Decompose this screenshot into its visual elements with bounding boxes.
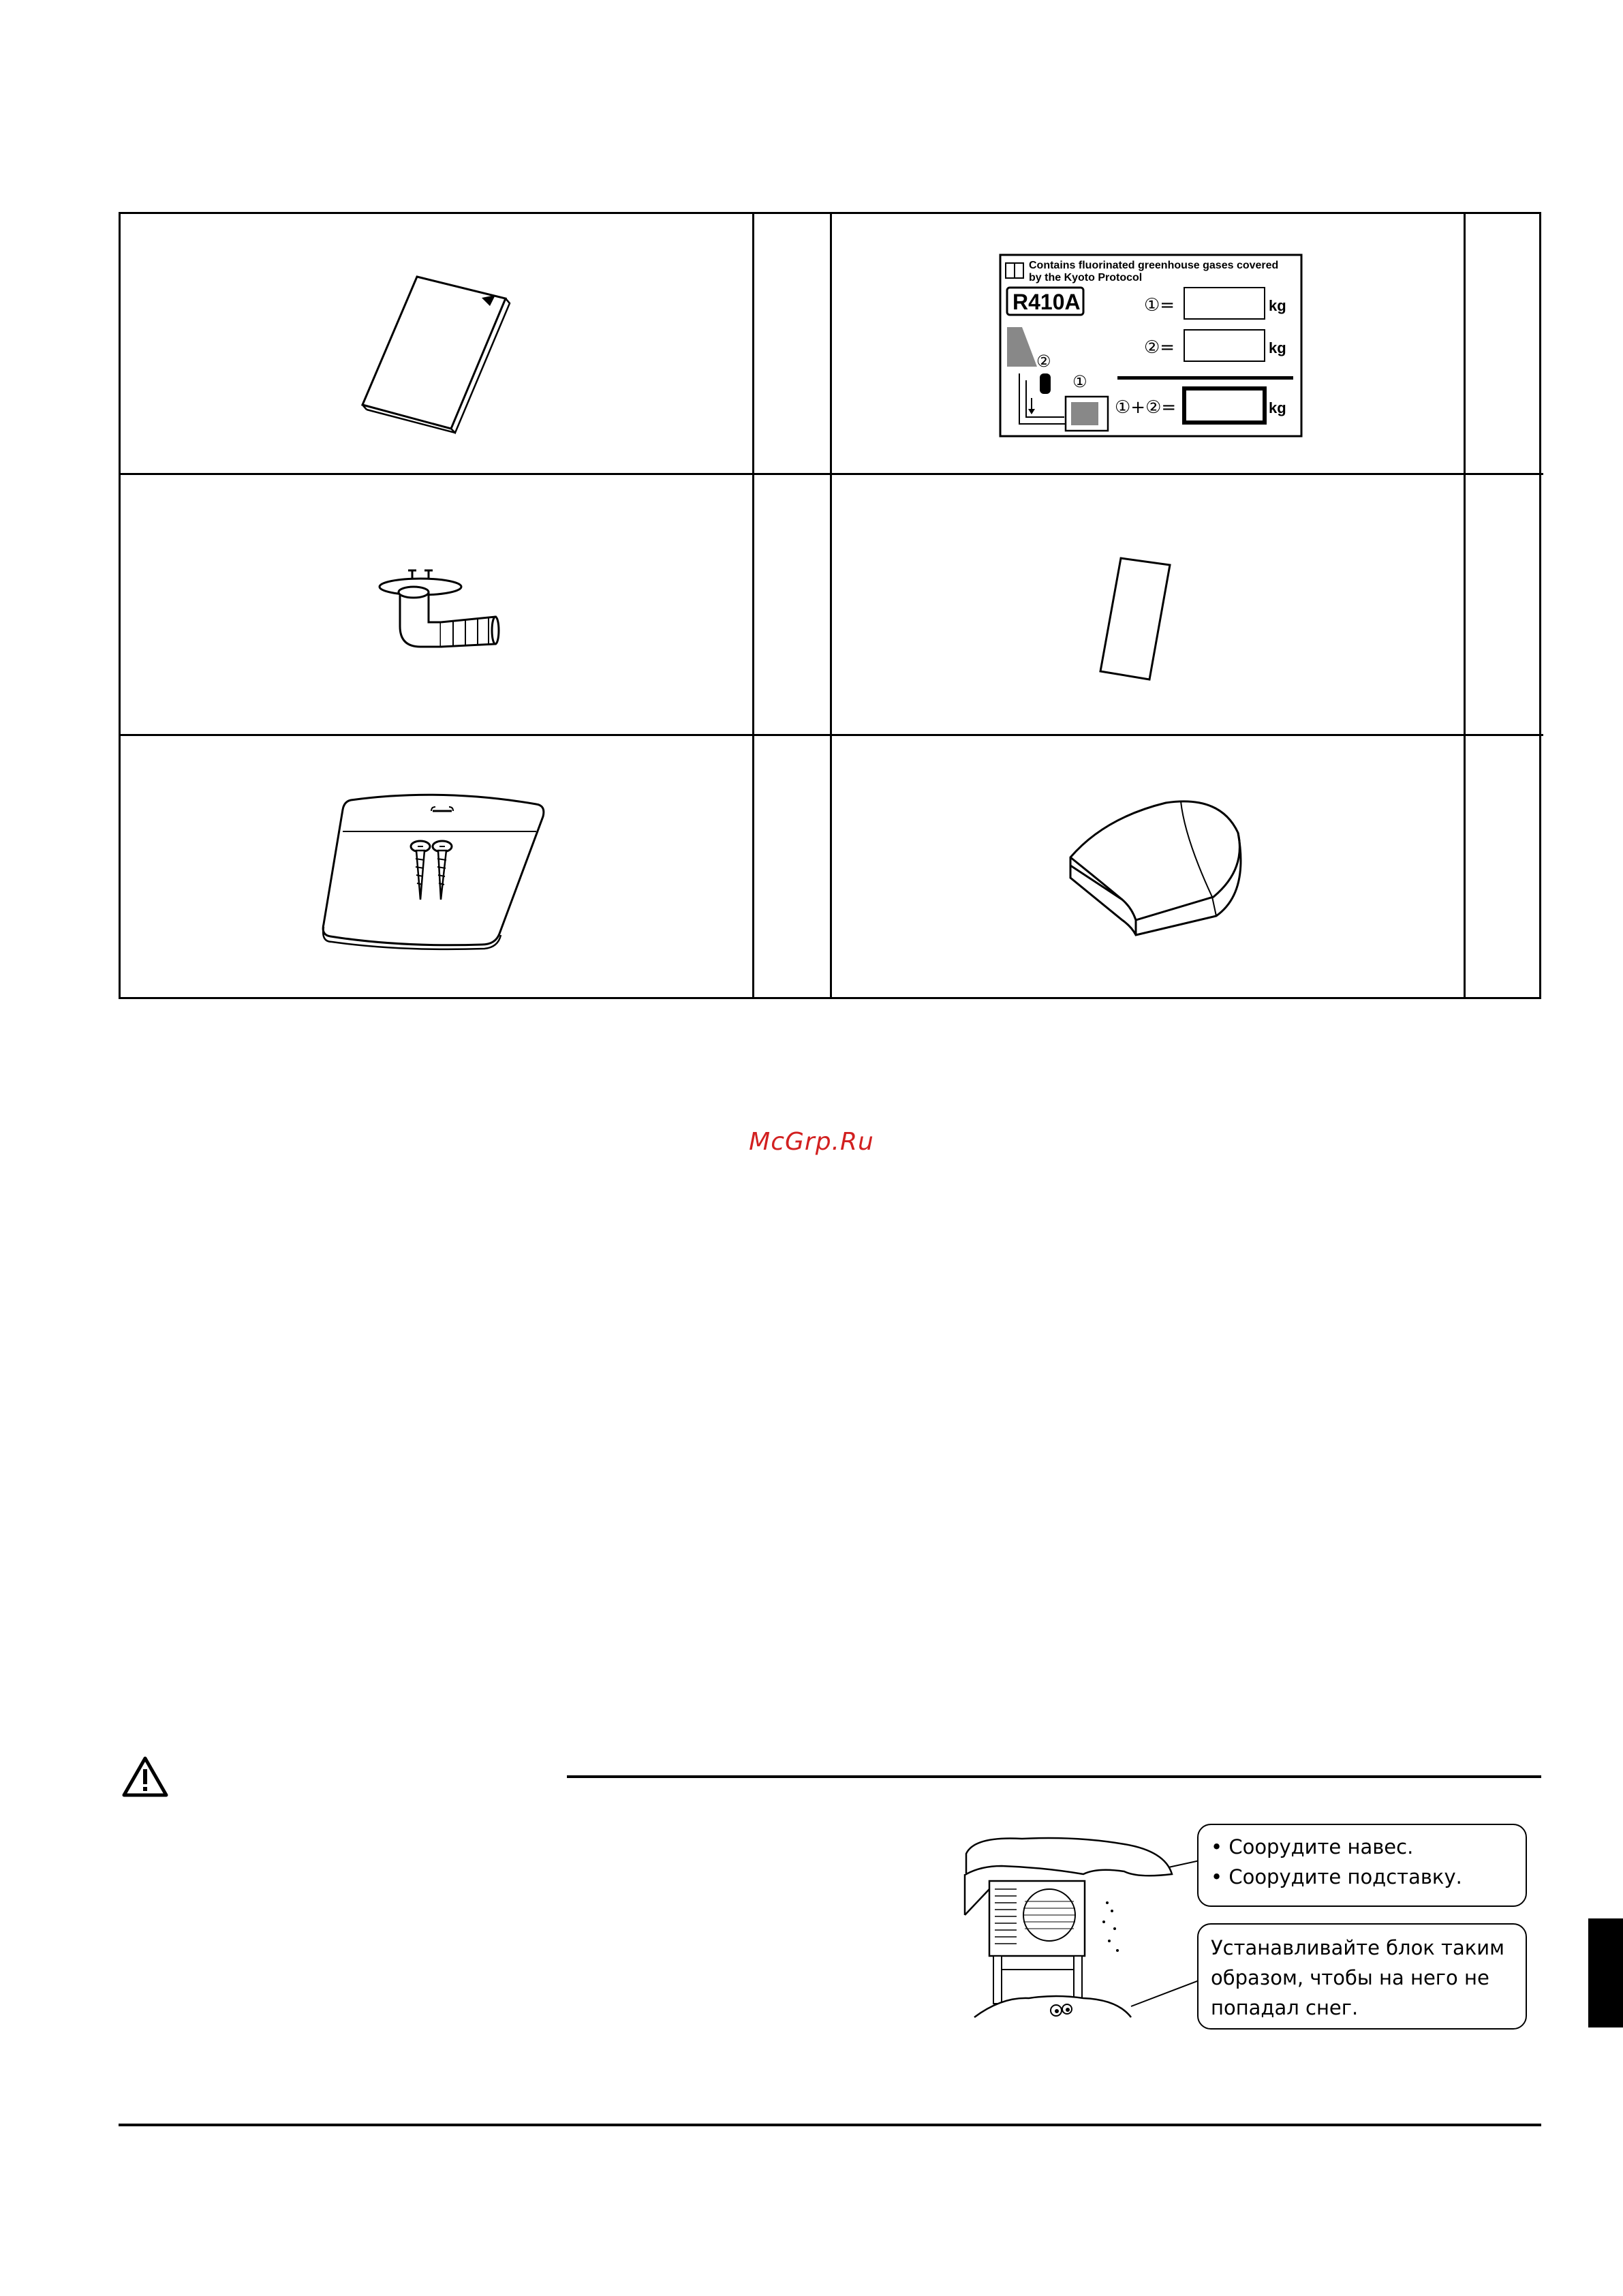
cell-qty-3 bbox=[754, 475, 832, 736]
label-row1: ①= bbox=[1144, 295, 1175, 316]
side-tab bbox=[1588, 1918, 1623, 2027]
warning-triangle-icon bbox=[121, 1756, 169, 1798]
cell-qty-1 bbox=[754, 214, 832, 475]
label-marker1: ① bbox=[1072, 372, 1087, 391]
tip-bullet-1: • Соорудите навес. bbox=[1211, 1835, 1414, 1858]
strip-icon bbox=[1098, 550, 1179, 686]
label-line1: Contains fluorinated greenhouse gases covered bbox=[1029, 260, 1279, 271]
cell-qty-5 bbox=[754, 736, 832, 997]
cell-qty-4 bbox=[1466, 475, 1543, 736]
label-line2: by the Kyoto Protocol bbox=[1029, 272, 1143, 284]
cell-manual bbox=[121, 214, 754, 475]
cell-plate bbox=[121, 736, 754, 997]
plate-with-screws-icon bbox=[318, 791, 557, 954]
refrigerant-label-icon bbox=[999, 254, 1303, 438]
cell-drain bbox=[121, 475, 754, 736]
watermark: McGrp.Ru bbox=[749, 1128, 874, 1156]
label-unit3: kg bbox=[1269, 399, 1286, 416]
label-row3: ①+②= bbox=[1115, 397, 1177, 418]
accessories-table bbox=[119, 212, 1541, 999]
label-row2: ②= bbox=[1144, 337, 1175, 358]
cell-strip bbox=[832, 475, 1466, 736]
manual-booklet-icon bbox=[356, 265, 512, 435]
tip-line-2: образом, чтобы на него не bbox=[1211, 1966, 1489, 1989]
label-unit2: kg bbox=[1269, 339, 1286, 356]
drain-elbow-icon bbox=[366, 564, 516, 652]
insulation-cap-icon bbox=[1064, 791, 1248, 940]
label-unit1: kg bbox=[1269, 297, 1286, 314]
tip-line-1: Устанавливайте блок таким bbox=[1211, 1936, 1504, 1959]
cell-qty-2 bbox=[1466, 214, 1543, 475]
label-marker2: ② bbox=[1036, 352, 1051, 371]
tip-bullet-2: • Соорудите подставку. bbox=[1211, 1865, 1462, 1888]
cell-cap bbox=[832, 736, 1466, 997]
cell-label bbox=[832, 214, 1466, 475]
tip-bubble-snow bbox=[1197, 1923, 1527, 2030]
snow-unit-illustration-icon bbox=[961, 1826, 1206, 2024]
label-refrigerant: R410A bbox=[1013, 290, 1081, 314]
tip-bubble-shelter bbox=[1197, 1824, 1527, 1907]
caution-divider bbox=[567, 1775, 1541, 1778]
tip-line-3: попадал снег. bbox=[1211, 1996, 1359, 2019]
bottom-divider bbox=[119, 2124, 1541, 2126]
cell-qty-6 bbox=[1466, 736, 1543, 997]
